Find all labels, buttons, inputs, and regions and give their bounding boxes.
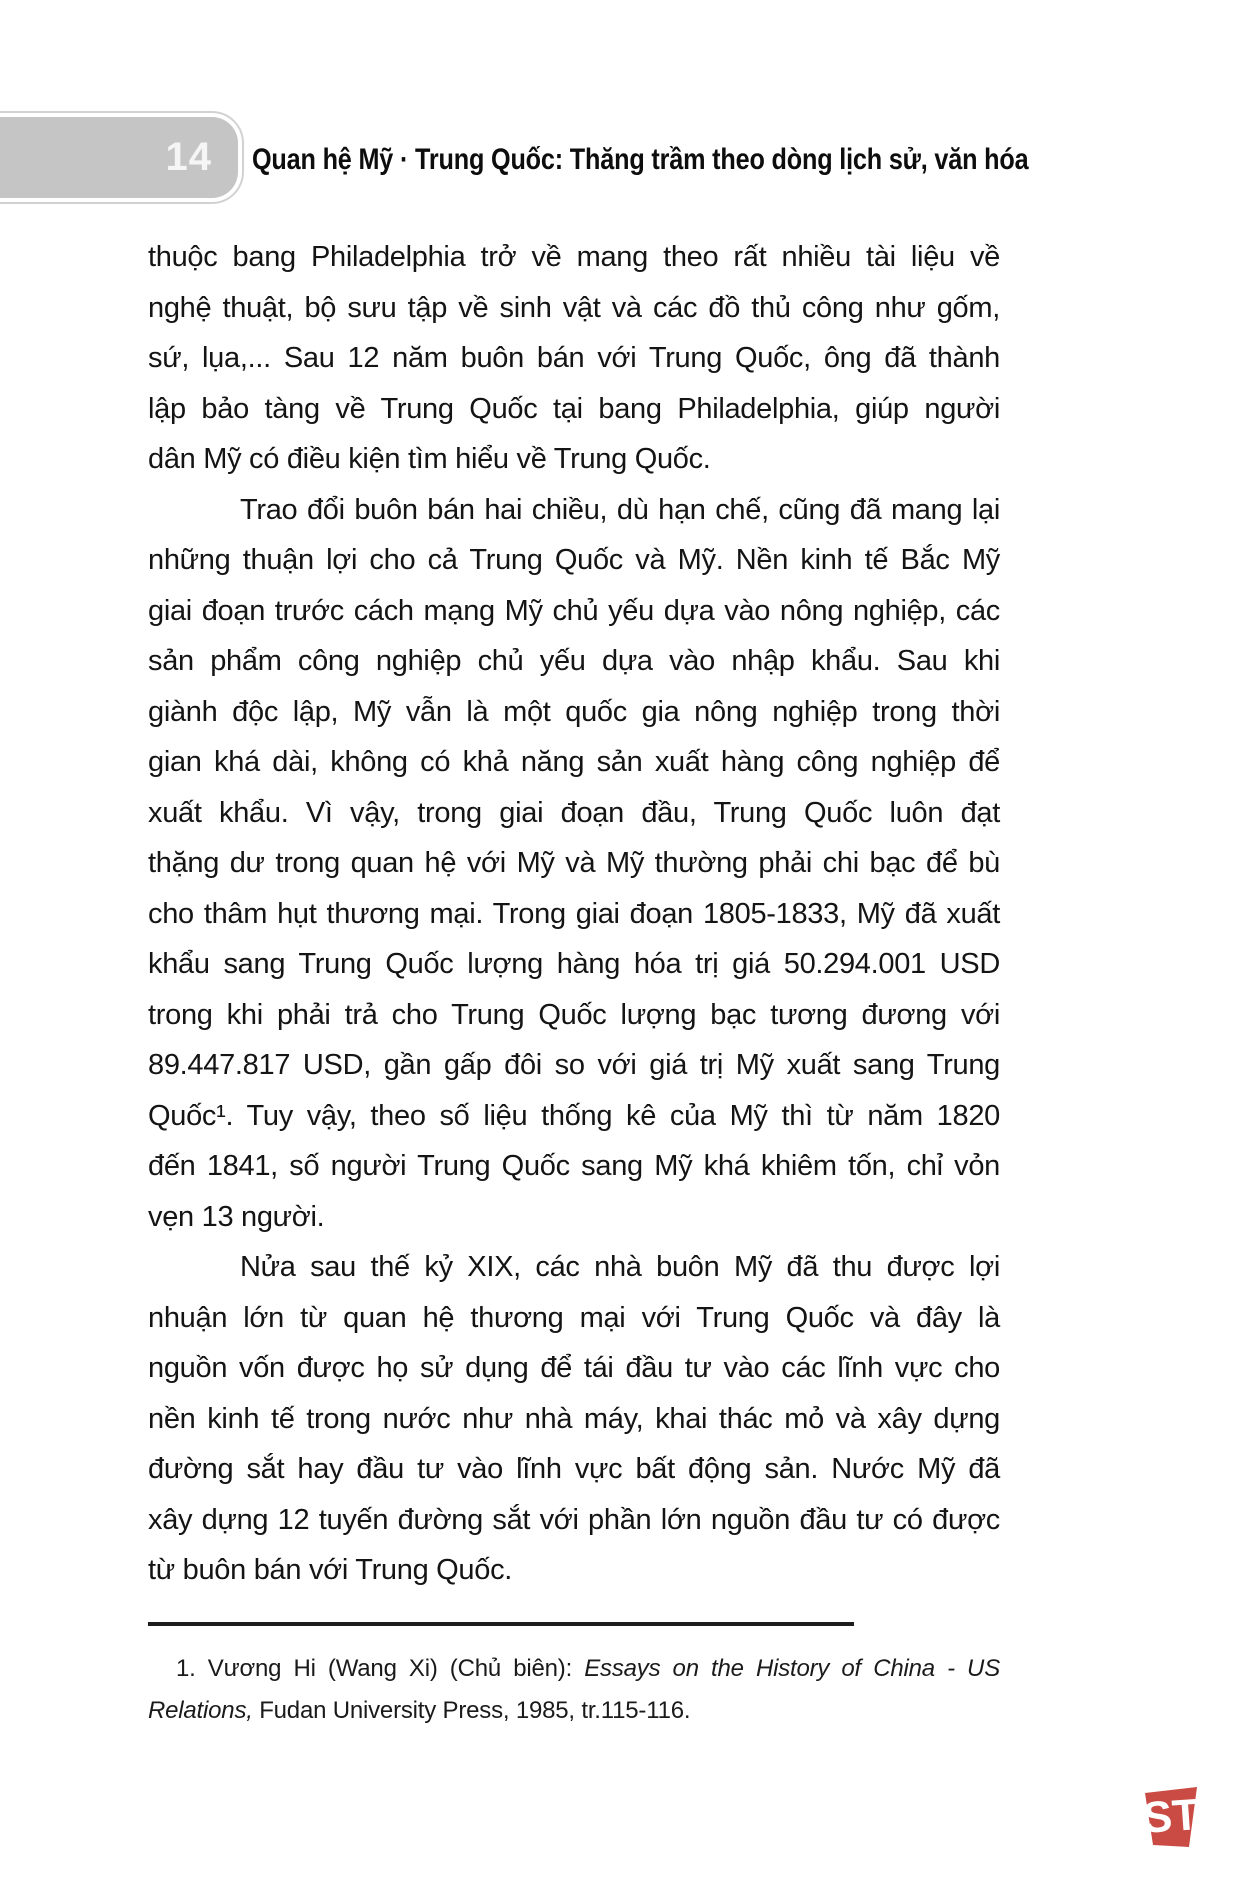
running-header-title: Quan hệ Mỹ · Trung Quốc: Thăng trầm theo dòng lịch sử, văn hóa — [252, 143, 1029, 176]
text-line: vẹn 13 người. — [148, 1200, 325, 1233]
text-line: đến 1841, số người Trung Quốc sang Mỹ khá khiêm tốn, chỉ vỏn — [148, 1150, 1000, 1182]
footnote-italic-text: Essays on the History of China - US — [584, 1655, 1000, 1682]
text-line: trong khi phải trả cho Trung Quốc lượng bạc tương đương với — [148, 998, 1000, 1031]
text-line: Nửa sau thế kỷ XIX, các nhà buôn Mỹ đã thu được lợi — [240, 1251, 1000, 1283]
text-line: nghệ thuật, bộ sưu tập về sinh vật và các đồ thủ công như gốm, — [148, 291, 1000, 324]
text-line: 89.447.817 USD, gần gấp đôi so với giá trị Mỹ xuất sang Trung — [148, 1049, 1000, 1081]
footnote-text: 1. Vương Hi (Wang Xi) (Chủ biên): — [176, 1655, 585, 1682]
footnote-line — [148, 1648, 1000, 1690]
footnote-text: Fudan University Press, 1985, tr.115-116. — [252, 1697, 691, 1724]
publisher-logo-icon — [1141, 1784, 1203, 1850]
text-line: gian khá dài, không có khả năng sản xuất hàng công nghiệp để — [148, 746, 1000, 778]
page-number-box — [0, 117, 238, 198]
text-line: dân Mỹ có điều kiện tìm hiểu về Trung Quốc. — [148, 443, 711, 475]
paragraph — [148, 485, 1000, 1243]
body-text — [148, 232, 1000, 1596]
publisher-logo — [1141, 1784, 1203, 1850]
text-line: xuất khẩu. Vì vậy, trong giai đoạn đầu, Trung Quốc luôn đạt — [148, 796, 1000, 829]
text-line: giai đoạn trước cách mạng Mỹ chủ yếu dựa vào nông nghiệp, các — [148, 594, 1000, 627]
text-line: Quốc¹. Tuy vậy, theo số liệu thống kê của Mỹ thì từ năm 1820 — [148, 1099, 1000, 1132]
text-line: khẩu sang Trung Quốc lượng hàng hóa trị giá 50.294.001 USD — [148, 948, 1000, 980]
text-line: lập bảo tàng về Trung Quốc tại bang Philadelphia, giúp người — [148, 392, 1000, 425]
publisher-logo-text: ST — [1141, 1790, 1201, 1843]
text-line: thuộc bang Philadelphia trở về mang theo rất nhiều tài liệu về — [148, 241, 1000, 273]
footnote-italic-text: Relations, — [148, 1697, 253, 1724]
text-line: giành độc lập, Mỹ vẫn là một quốc gia nông nghiệp trong thời — [148, 695, 1000, 728]
paragraph — [148, 1242, 1000, 1596]
paragraph — [148, 232, 1000, 485]
text-line: đường sắt hay đầu tư vào lĩnh vực bất động sản. Nước Mỹ đã — [148, 1453, 1000, 1485]
text-line: cho thâm hụt thương mại. Trong giai đoạn 1805-1833, Mỹ đã xuất — [148, 897, 1000, 930]
text-line: xây dựng 12 tuyến đường sắt với phần lớn nguồn đầu tư có được — [148, 1503, 1000, 1536]
page-number: 14 — [165, 135, 212, 179]
footnote-line — [148, 1690, 1000, 1732]
footnote-divider — [148, 1622, 854, 1626]
footnote — [148, 1648, 1000, 1732]
text-line: nhuận lớn từ quan hệ thương mại với Trung Quốc và đây là — [148, 1301, 1000, 1334]
text-line: nền kinh tế trong nước như nhà máy, khai thác mỏ và xây dựng — [148, 1402, 1000, 1435]
text-line: từ buôn bán với Trung Quốc. — [148, 1554, 513, 1586]
text-line: sản phẩm công nghiệp chủ yếu dựa vào nhập khẩu. Sau khi — [148, 645, 1000, 677]
text-line: thặng dư trong quan hệ với Mỹ và Mỹ thường phải chi bạc để bù — [148, 847, 1000, 879]
text-line: những thuận lợi cho cả Trung Quốc và Mỹ. Nền kinh tế Bắc Mỹ — [148, 544, 1000, 576]
text-line: Trao đổi buôn bán hai chiều, dù hạn chế, cũng đã mang lại — [240, 493, 1000, 526]
text-line: sứ, lụa,... Sau 12 năm buôn bán với Trung Quốc, ông đã thành — [148, 342, 1000, 374]
text-line: nguồn vốn được họ sử dụng để tái đầu tư vào các lĩnh vực cho — [148, 1352, 1000, 1384]
